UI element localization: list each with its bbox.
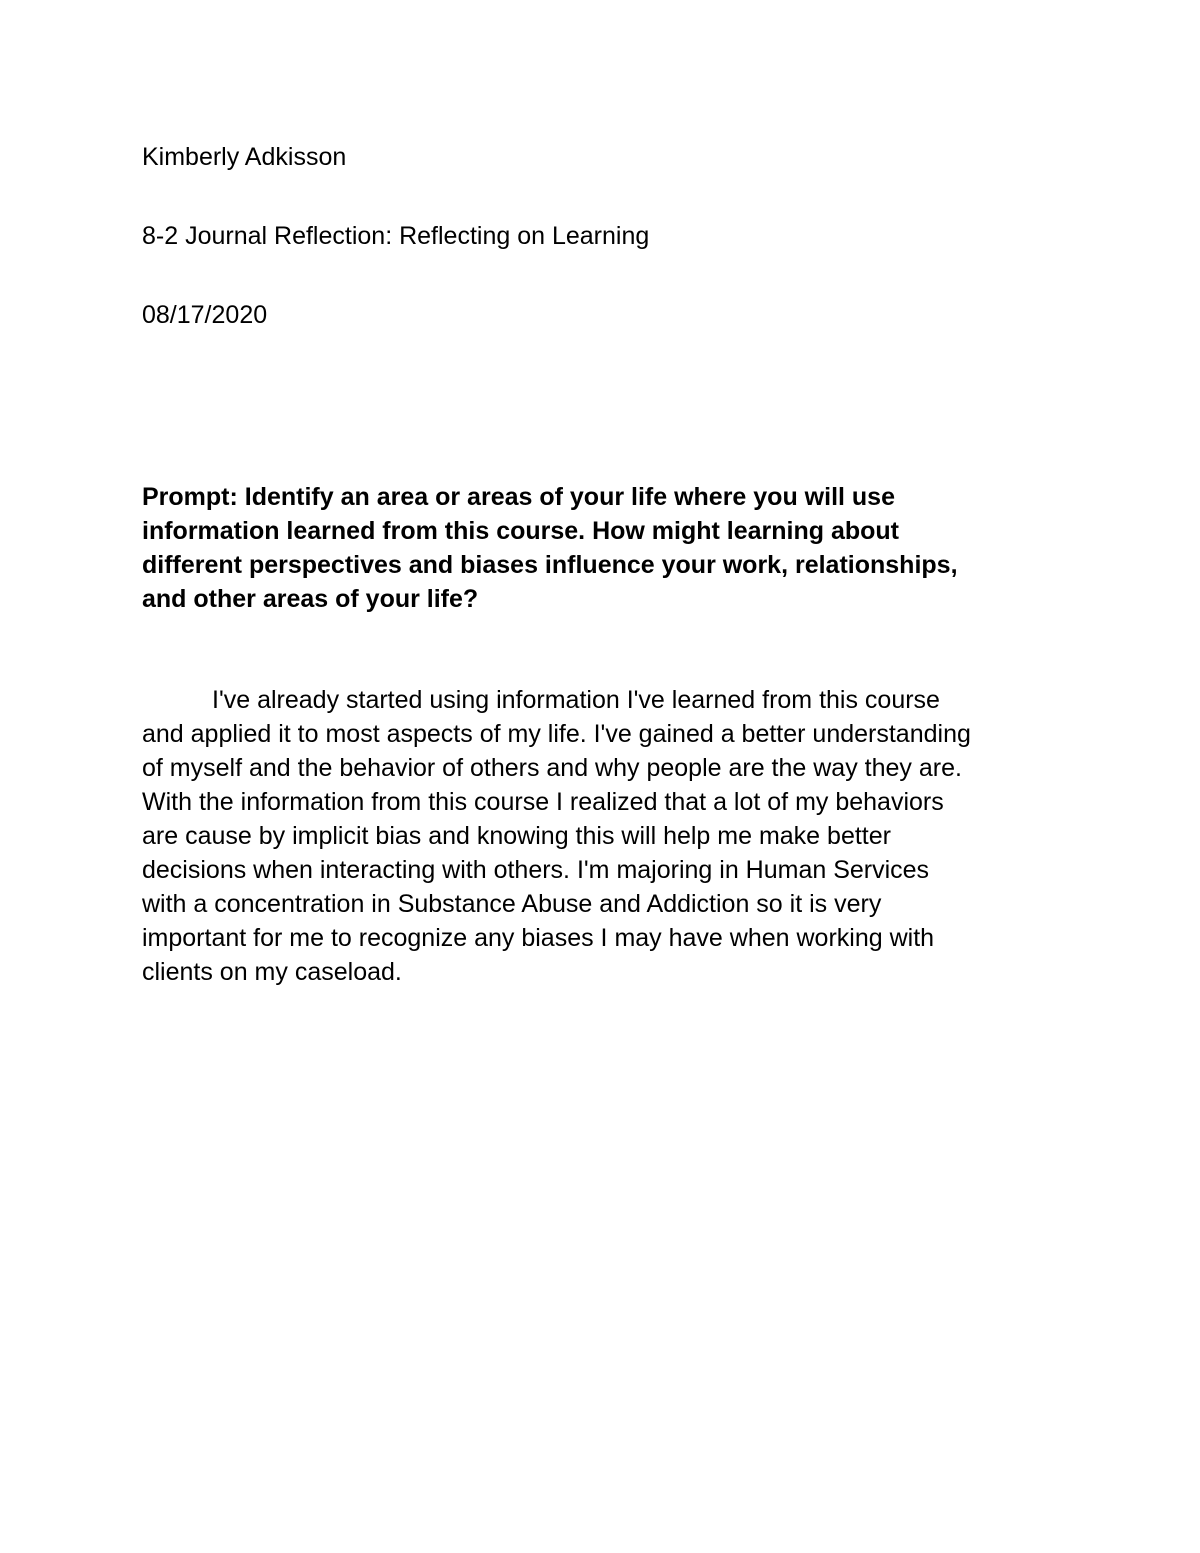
response-line: are cause by implicit bias and knowing this will help me make better xyxy=(142,822,891,850)
prompt-line: Prompt: Identify an area or areas of your life where you will use xyxy=(142,483,895,511)
document-date: 08/17/2020 xyxy=(142,301,268,329)
response-line: I've already started using information I've learned from this course xyxy=(212,686,940,714)
response-paragraph xyxy=(142,683,1062,989)
response-line: of myself and the behavior of others and why people are the way they are. xyxy=(142,754,962,782)
prompt-line: different perspectives and biases influence your work, relationships, xyxy=(142,551,958,579)
prompt-line: and other areas of your life? xyxy=(142,585,479,613)
assignment-title: 8-2 Journal Reflection: Reflecting on Learning xyxy=(142,222,650,250)
response-line: clients on my caseload. xyxy=(142,958,402,986)
response-line: and applied it to most aspects of my life. I've gained a better understanding xyxy=(142,720,971,748)
prompt-paragraph xyxy=(142,480,1052,616)
response-line: With the information from this course I realized that a lot of my behaviors xyxy=(142,788,944,816)
response-line: decisions when interacting with others. I'm majoring in Human Services xyxy=(142,856,930,884)
response-line: with a concentration in Substance Abuse and Addiction so it is very xyxy=(142,890,882,918)
response-line: important for me to recognize any biases I may have when working with xyxy=(142,924,935,952)
prompt-line: information learned from this course. How might learning about xyxy=(142,517,900,545)
author-name: Kimberly Adkisson xyxy=(142,143,347,171)
